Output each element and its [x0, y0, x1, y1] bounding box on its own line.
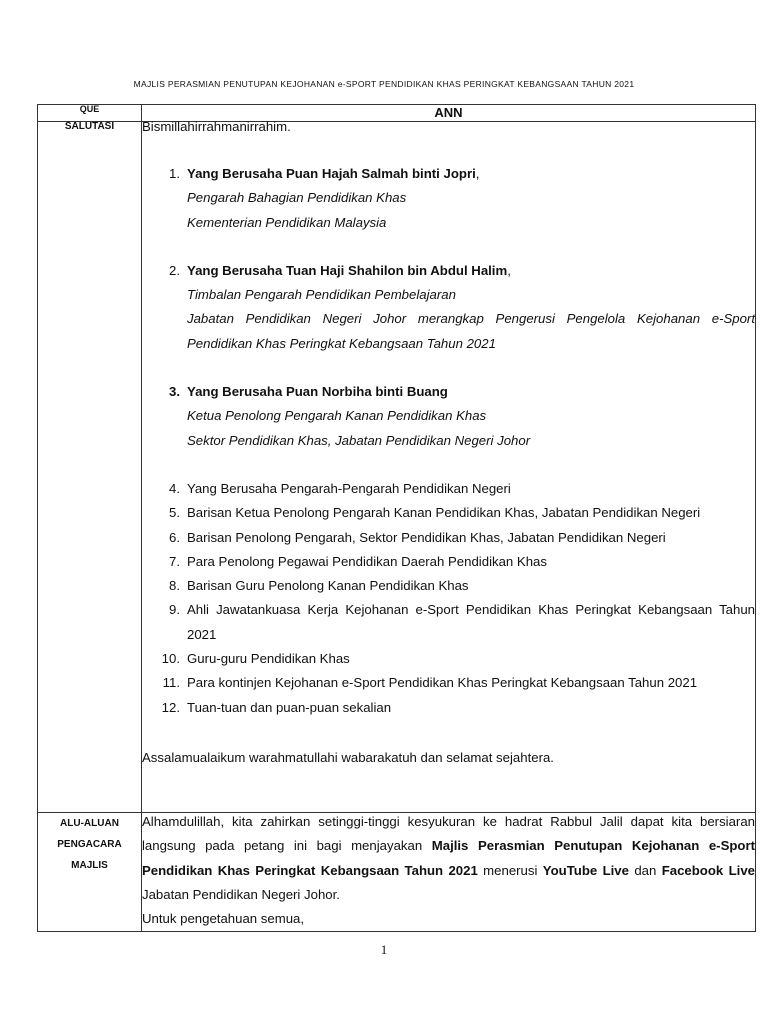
list-item: 7. Para Penolong Pegawai Pendidikan Daerah Pendidikan Khas — [169, 553, 547, 569]
info-line: Untuk pengetahuan semua, — [142, 911, 305, 927]
list-item: 12. Tuan-tuan dan puan-puan sekalian — [161, 699, 392, 715]
list-item: 3. Yang Berusaha Puan Norbiha binti Buang Ketua Penolong Pengarah Kanan Pendidikan Khas Sektor Pendidikan Khas, Jabatan Pendidikan Negeri Johor — [169, 384, 531, 448]
opening-line: Bismillahirrahmanirrahim. — [142, 119, 291, 134]
list-item: 1. Yang Berusaha Puan Hajah Salmah binti Jopri, Pengarah Bahagian Pendidikan Khas Kementerian Pendidikan Malaysia — [169, 166, 480, 230]
alu-aluan-content — [142, 813, 756, 932]
header-cue: QUE — [38, 105, 142, 122]
list-item: 9. Ahli Jawatankuasa Kerja Kejohanan e-Sport Pendidikan Khas Peringkat Kebangsaan Tahun 2021 — [169, 602, 755, 642]
salutasi-row — [38, 122, 756, 813]
welcome-paragraph: Alhamdulillah, kita zahirkan setinggi-tinggi kesyukuran ke hadrat Rabbul Jalil dapat kita bersiaran langsung pada petang ini bagi menjayakan Majlis Perasmian Penutupan Kejohanan e-Sport Pendidikan Khas Peringkat Kebangsaan Tahun 2021 menerusi YouTube Live dan Facebook Live Jabatan Pendidikan Negeri Johor. — [142, 814, 756, 902]
list-item: 10. Guru-guru Pendidikan Khas — [161, 651, 350, 667]
page-number: 1 — [380, 942, 388, 957]
list-item: 11. Para kontinjen Kejohanan e-Sport Pendidikan Khas Peringkat Kebangsaan Tahun 2021 — [162, 675, 698, 691]
list-item: 8. Barisan Guru Penolong Kanan Pendidikan Khas — [169, 578, 469, 594]
vip-list — [142, 162, 755, 720]
list-item: 5. Barisan Ketua Penolong Pengarah Kanan Pendidikan Khas, Jabatan Pendidikan Negeri — [169, 505, 701, 521]
list-item: 2. Yang Berusaha Tuan Haji Shahilon bin Abdul Halim, Timbalan Pengarah Pendidikan Pembelajaran Jabatan Pendidikan Negeri Johor merangkap Pengerusi Pengelola Kejohanan e-Sport Pendidikan Khas Peringkat Kebangsaan Tahun 2021 — [169, 262, 755, 351]
header-announcement: ANN — [142, 105, 756, 122]
alu-aluan-row — [38, 813, 756, 932]
list-item: 4. Yang Berusaha Pengarah-Pengarah Pendidikan Negeri — [169, 480, 511, 496]
closing-greeting: Assalamualaikum warahmatullahi wabarakatuh dan selamat sejahtera. — [142, 749, 554, 765]
alu-aluan-label: ALU-ALUAN PENGACARA MAJLIS — [38, 813, 142, 932]
salutasi-content — [142, 119, 756, 813]
list-item: 6. Barisan Penolong Pengarah, Sektor Pendidikan Khas, Jabatan Pendidikan Negeri — [169, 529, 666, 545]
script-table — [37, 104, 756, 932]
salutasi-label: SALUTASI — [38, 122, 142, 813]
document-title: MAJLIS PERASMIAN PENUTUPAN KEJOHANAN e-SPORT PENDIDIKAN KHAS PERINGKAT KEBANGSAAN TAHUN 2021 — [133, 79, 635, 89]
